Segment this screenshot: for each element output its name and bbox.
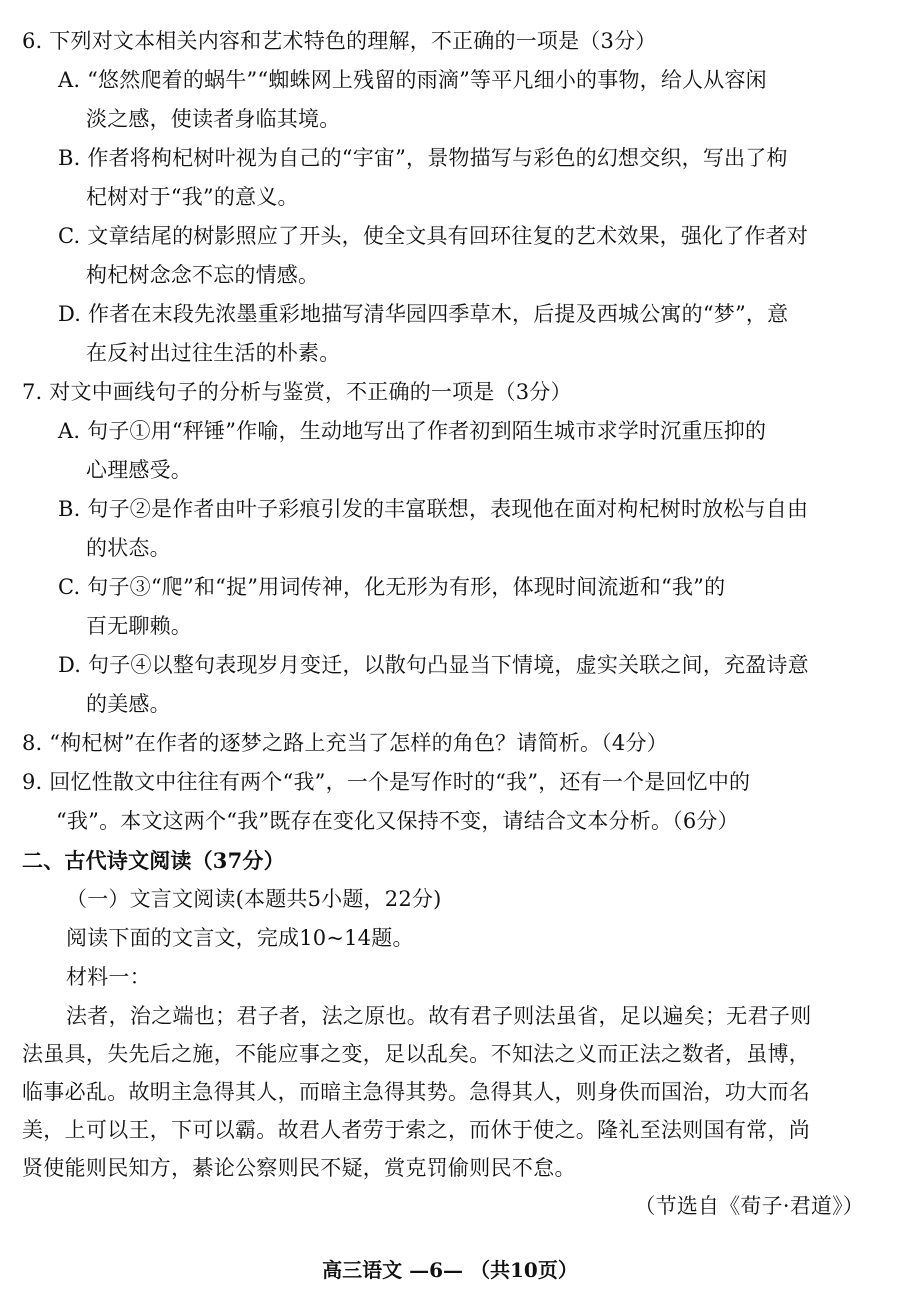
material-label: 材料一： <box>66 965 151 989</box>
option-b-line2: 的状态。 <box>86 536 171 560</box>
question-6 <box>22 22 876 373</box>
option-c-line1: C. 文章结尾的树影照应了开头，使全文具有回环往复的艺术效果，强化了作者对 <box>58 224 809 248</box>
question-9-line1: 9. 回忆性散文中往往有两个“我”，一个是写作时的“我”，还有一个是回忆中的 <box>22 770 751 794</box>
question-9-line2: “我”。本文这两个“我”既存在变化又保持不变，请结合文本分析。（6分） <box>56 809 739 833</box>
question-9 <box>22 763 876 841</box>
passage-source: （节选自《荀子·君道》） <box>634 1194 864 1218</box>
option-d-line1: D. 句子④以整句表现岁月变迁，以散句凸显当下情境，虚实关联之间，充盈诗意 <box>58 653 809 677</box>
option-c-line1: C. 句子③“爬”和“捉”用词传神，化无形为有形，体现时间流逝和“我”的 <box>58 575 726 599</box>
passage-line-5: 贤使能则民知方，綦论公察则民不疑，赏克罚偷则民不怠。 <box>22 1156 576 1180</box>
option-b-line1: B. 作者将枸杞树叶视为自己的“宇宙”，景物描写与彩色的幻想交织，写出了枸 <box>58 146 788 170</box>
section-classical-reading <box>22 841 876 1226</box>
option-a-line1: A. “悠然爬着的蜗牛”“蜘蛛网上残留的雨滴”等平凡细小的事物，给人从容闲 <box>58 68 767 92</box>
option-b-line2: 杞树对于“我”的意义。 <box>86 185 299 209</box>
question-8: 8. “枸杞树”在作者的逐梦之路上充当了怎样的角色？请简析。（4分） <box>22 731 668 755</box>
instruction: 阅读下面的文言文，完成10~14题。 <box>66 926 414 950</box>
option-b-line1: B. 句子②是作者由叶子彩痕引发的丰富联想，表现他在面对枸杞树时放松与自由 <box>58 497 809 521</box>
option-a-line1: A. 句子①用“秤锤”作喻，生动地写出了作者初到陌生城市求学时沉重压抑的 <box>58 419 767 443</box>
passage-line-4: 美，上可以王，下可以霸。故君人者劳于索之，而休于使之。隆礼至法则国有常，尚 <box>22 1118 811 1142</box>
passage-line-2: 法虽具，失先后之施，不能应事之变，足以乱矣。不知法之义而正法之数者，虽博， <box>22 1042 811 1066</box>
page-footer: 高三语文 —6— （共10页） <box>322 1258 578 1282</box>
question-stem: 7. 对文中画线句子的分析与鉴赏，不正确的一项是（3分） <box>22 380 572 404</box>
question-stem: 6. 下列对文本相关内容和艺术特色的理解，不正确的一项是（3分） <box>22 29 657 53</box>
part-title: （一）文言文阅读(本题共5小题，22分) <box>66 887 442 911</box>
passage-line-3: 临事必乱。故明主急得其人，而暗主急得其势。急得其人，则身佚而国治，功大而名 <box>22 1080 811 1104</box>
question-7 <box>22 373 876 724</box>
option-d-line2: 在反衬出过往生活的朴素。 <box>86 341 341 365</box>
section-title: 二、古代诗文阅读（37分） <box>22 848 285 873</box>
option-c-line2: 枸杞树念念不忘的情感。 <box>86 263 320 287</box>
option-c-line2: 百无聊赖。 <box>86 614 192 638</box>
passage-line-1: 法者，治之端也；君子者，法之原也。故有君子则法虽省，足以遍矣；无君子则 <box>66 1004 812 1028</box>
option-d-line1: D. 作者在末段先浓墨重彩地描写清华园四季草木，后提及西城公寓的“梦”，意 <box>58 302 789 326</box>
option-a-line2: 淡之感，使读者身临其境。 <box>86 107 341 131</box>
option-a-line2: 心理感受。 <box>86 458 192 482</box>
option-d-line2: 的美感。 <box>86 692 171 716</box>
